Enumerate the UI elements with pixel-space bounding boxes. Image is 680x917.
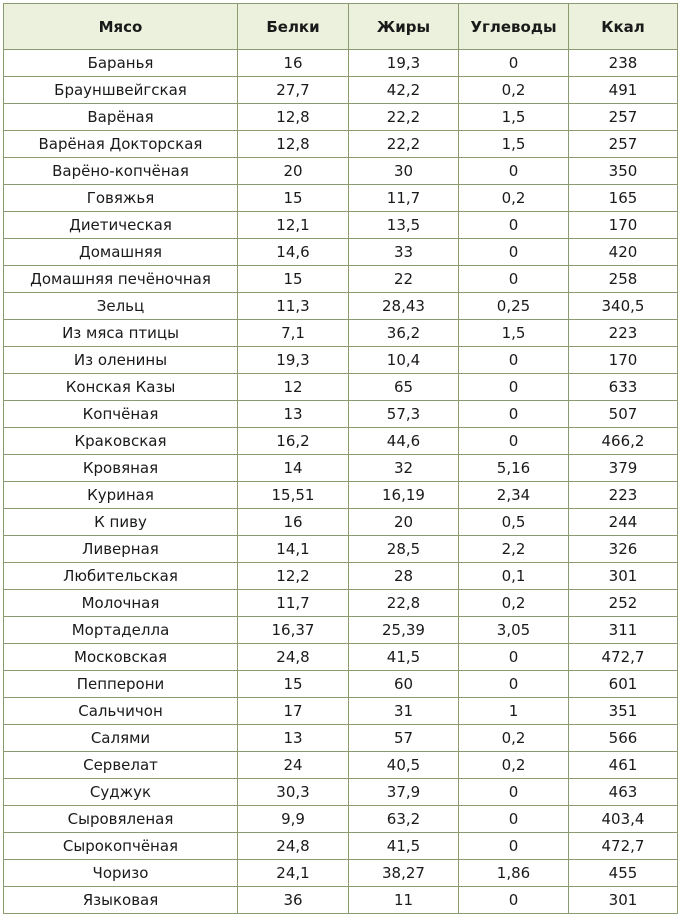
cell-kcal: 566	[569, 725, 678, 752]
cell-kcal: 466,2	[569, 428, 678, 455]
cell-meat: Чоризо	[4, 860, 238, 887]
header-meat: Мясо	[4, 4, 238, 50]
cell-carbs: 0	[459, 50, 569, 77]
table-row	[4, 401, 678, 428]
table-row	[4, 833, 678, 860]
cell-fat: 31	[349, 698, 459, 725]
table-row	[4, 698, 678, 725]
cell-fat: 41,5	[349, 644, 459, 671]
cell-meat: Варёно-копчёная	[4, 158, 238, 185]
cell-carbs: 0,2	[459, 77, 569, 104]
cell-fat: 37,9	[349, 779, 459, 806]
cell-meat: Сальчичон	[4, 698, 238, 725]
cell-fat: 38,27	[349, 860, 459, 887]
cell-fat: 22,2	[349, 104, 459, 131]
cell-protein: 24,1	[238, 860, 349, 887]
table-row	[4, 77, 678, 104]
cell-kcal: 472,7	[569, 833, 678, 860]
cell-carbs: 0,1	[459, 563, 569, 590]
cell-fat: 63,2	[349, 806, 459, 833]
table-row	[4, 50, 678, 77]
cell-kcal: 403,4	[569, 806, 678, 833]
cell-kcal: 350	[569, 158, 678, 185]
cell-fat: 41,5	[349, 833, 459, 860]
cell-meat: Мортаделла	[4, 617, 238, 644]
cell-protein: 30,3	[238, 779, 349, 806]
cell-fat: 32	[349, 455, 459, 482]
cell-meat: Сыровяленая	[4, 806, 238, 833]
cell-carbs: 2,34	[459, 482, 569, 509]
cell-kcal: 601	[569, 671, 678, 698]
cell-fat: 44,6	[349, 428, 459, 455]
cell-carbs: 0	[459, 428, 569, 455]
cell-kcal: 223	[569, 320, 678, 347]
cell-fat: 40,5	[349, 752, 459, 779]
cell-fat: 22,8	[349, 590, 459, 617]
cell-protein: 12	[238, 374, 349, 401]
cell-protein: 14	[238, 455, 349, 482]
cell-protein: 27,7	[238, 77, 349, 104]
cell-protein: 16	[238, 50, 349, 77]
table-row	[4, 887, 678, 914]
cell-meat: Баранья	[4, 50, 238, 77]
cell-meat: Сырокопчёная	[4, 833, 238, 860]
cell-carbs: 5,16	[459, 455, 569, 482]
cell-carbs: 0,5	[459, 509, 569, 536]
cell-fat: 28,43	[349, 293, 459, 320]
cell-kcal: 463	[569, 779, 678, 806]
cell-fat: 33	[349, 239, 459, 266]
cell-fat: 22,2	[349, 131, 459, 158]
cell-protein: 16,2	[238, 428, 349, 455]
cell-protein: 14,1	[238, 536, 349, 563]
cell-kcal: 170	[569, 212, 678, 239]
table-row	[4, 266, 678, 293]
cell-carbs: 0	[459, 266, 569, 293]
cell-fat: 22	[349, 266, 459, 293]
table-row	[4, 779, 678, 806]
cell-carbs: 1,5	[459, 104, 569, 131]
cell-meat: Варёная	[4, 104, 238, 131]
cell-fat: 25,39	[349, 617, 459, 644]
cell-kcal: 461	[569, 752, 678, 779]
cell-protein: 9,9	[238, 806, 349, 833]
cell-meat: Московская	[4, 644, 238, 671]
cell-kcal: 351	[569, 698, 678, 725]
cell-kcal: 252	[569, 590, 678, 617]
cell-protein: 12,1	[238, 212, 349, 239]
table-row	[4, 563, 678, 590]
cell-kcal: 491	[569, 77, 678, 104]
cell-carbs: 3,05	[459, 617, 569, 644]
cell-protein: 17	[238, 698, 349, 725]
cell-protein: 36	[238, 887, 349, 914]
cell-kcal: 311	[569, 617, 678, 644]
cell-carbs: 0,25	[459, 293, 569, 320]
cell-fat: 36,2	[349, 320, 459, 347]
cell-fat: 65	[349, 374, 459, 401]
cell-carbs: 0	[459, 212, 569, 239]
cell-protein: 11,3	[238, 293, 349, 320]
table-body	[4, 50, 678, 914]
cell-meat: Сервелат	[4, 752, 238, 779]
cell-fat: 28	[349, 563, 459, 590]
table-row	[4, 185, 678, 212]
cell-protein: 12,8	[238, 131, 349, 158]
cell-kcal: 301	[569, 563, 678, 590]
cell-kcal: 165	[569, 185, 678, 212]
cell-meat: К пиву	[4, 509, 238, 536]
table-row	[4, 239, 678, 266]
cell-meat: Из мяса птицы	[4, 320, 238, 347]
cell-meat: Диетическая	[4, 212, 238, 239]
cell-kcal: 170	[569, 347, 678, 374]
table-row	[4, 455, 678, 482]
table-row	[4, 104, 678, 131]
cell-meat: Любительская	[4, 563, 238, 590]
cell-protein: 20	[238, 158, 349, 185]
table-row	[4, 752, 678, 779]
cell-carbs: 0	[459, 779, 569, 806]
cell-protein: 16,37	[238, 617, 349, 644]
cell-carbs: 0	[459, 401, 569, 428]
cell-carbs: 1,5	[459, 131, 569, 158]
cell-protein: 13	[238, 725, 349, 752]
table-row	[4, 644, 678, 671]
cell-fat: 19,3	[349, 50, 459, 77]
cell-protein: 16	[238, 509, 349, 536]
table-row	[4, 374, 678, 401]
cell-kcal: 258	[569, 266, 678, 293]
cell-meat: Варёная Докторская	[4, 131, 238, 158]
cell-meat: Пепперони	[4, 671, 238, 698]
table-row	[4, 347, 678, 374]
cell-kcal: 223	[569, 482, 678, 509]
cell-fat: 57	[349, 725, 459, 752]
table-row	[4, 536, 678, 563]
cell-kcal: 455	[569, 860, 678, 887]
cell-carbs: 0	[459, 239, 569, 266]
cell-kcal: 379	[569, 455, 678, 482]
cell-carbs: 0,2	[459, 725, 569, 752]
cell-protein: 13	[238, 401, 349, 428]
cell-protein: 24,8	[238, 644, 349, 671]
cell-carbs: 0,2	[459, 590, 569, 617]
header-protein: Белки	[238, 4, 349, 50]
table-row	[4, 806, 678, 833]
cell-protein: 12,8	[238, 104, 349, 131]
table-row	[4, 482, 678, 509]
table-row	[4, 212, 678, 239]
cell-kcal: 340,5	[569, 293, 678, 320]
table-row	[4, 590, 678, 617]
cell-protein: 12,2	[238, 563, 349, 590]
cell-fat: 20	[349, 509, 459, 536]
cell-kcal: 326	[569, 536, 678, 563]
cell-meat: Молочная	[4, 590, 238, 617]
table-row	[4, 509, 678, 536]
table-row	[4, 617, 678, 644]
table-row	[4, 158, 678, 185]
cell-carbs: 0	[459, 158, 569, 185]
table-row	[4, 725, 678, 752]
table-row	[4, 293, 678, 320]
cell-fat: 13,5	[349, 212, 459, 239]
table-row	[4, 671, 678, 698]
cell-fat: 57,3	[349, 401, 459, 428]
cell-protein: 14,6	[238, 239, 349, 266]
cell-carbs: 0	[459, 644, 569, 671]
cell-carbs: 0	[459, 347, 569, 374]
table-row	[4, 428, 678, 455]
cell-meat: Салями	[4, 725, 238, 752]
cell-meat: Домашняя печёночная	[4, 266, 238, 293]
cell-protein: 15	[238, 185, 349, 212]
cell-protein: 24,8	[238, 833, 349, 860]
cell-carbs: 1,5	[459, 320, 569, 347]
cell-kcal: 633	[569, 374, 678, 401]
cell-meat: Зельц	[4, 293, 238, 320]
header-carbs: Углеводы	[459, 4, 569, 50]
header-row	[4, 4, 678, 50]
cell-kcal: 507	[569, 401, 678, 428]
table-row	[4, 860, 678, 887]
cell-fat: 11,7	[349, 185, 459, 212]
cell-carbs: 0	[459, 887, 569, 914]
cell-fat: 42,2	[349, 77, 459, 104]
cell-kcal: 472,7	[569, 644, 678, 671]
cell-kcal: 420	[569, 239, 678, 266]
cell-carbs: 0,2	[459, 752, 569, 779]
cell-meat: Домашняя	[4, 239, 238, 266]
cell-carbs: 0	[459, 374, 569, 401]
cell-protein: 15	[238, 671, 349, 698]
cell-carbs: 0	[459, 671, 569, 698]
cell-meat: Ливерная	[4, 536, 238, 563]
cell-carbs: 0,2	[459, 185, 569, 212]
cell-fat: 28,5	[349, 536, 459, 563]
cell-meat: Из оленины	[4, 347, 238, 374]
cell-meat: Краковская	[4, 428, 238, 455]
cell-meat: Копчёная	[4, 401, 238, 428]
cell-protein: 15	[238, 266, 349, 293]
cell-fat: 30	[349, 158, 459, 185]
cell-carbs: 0	[459, 833, 569, 860]
cell-fat: 11	[349, 887, 459, 914]
cell-kcal: 244	[569, 509, 678, 536]
cell-meat: Суджук	[4, 779, 238, 806]
cell-meat: Куриная	[4, 482, 238, 509]
cell-protein: 24	[238, 752, 349, 779]
cell-kcal: 238	[569, 50, 678, 77]
cell-protein: 15,51	[238, 482, 349, 509]
cell-carbs: 2,2	[459, 536, 569, 563]
cell-kcal: 301	[569, 887, 678, 914]
table-row	[4, 131, 678, 158]
cell-meat: Языковая	[4, 887, 238, 914]
cell-protein: 7,1	[238, 320, 349, 347]
table-row	[4, 320, 678, 347]
cell-fat: 10,4	[349, 347, 459, 374]
cell-meat: Конская Казы	[4, 374, 238, 401]
cell-fat: 16,19	[349, 482, 459, 509]
cell-protein: 19,3	[238, 347, 349, 374]
cell-kcal: 257	[569, 104, 678, 131]
header-kcal: Ккал	[569, 4, 678, 50]
header-fat: Жиры	[349, 4, 459, 50]
nutrition-table	[3, 3, 678, 914]
cell-meat: Кровяная	[4, 455, 238, 482]
cell-carbs: 1,86	[459, 860, 569, 887]
cell-carbs: 1	[459, 698, 569, 725]
cell-kcal: 257	[569, 131, 678, 158]
cell-meat: Говяжья	[4, 185, 238, 212]
cell-carbs: 0	[459, 806, 569, 833]
cell-protein: 11,7	[238, 590, 349, 617]
cell-meat: Брауншвейгская	[4, 77, 238, 104]
cell-fat: 60	[349, 671, 459, 698]
